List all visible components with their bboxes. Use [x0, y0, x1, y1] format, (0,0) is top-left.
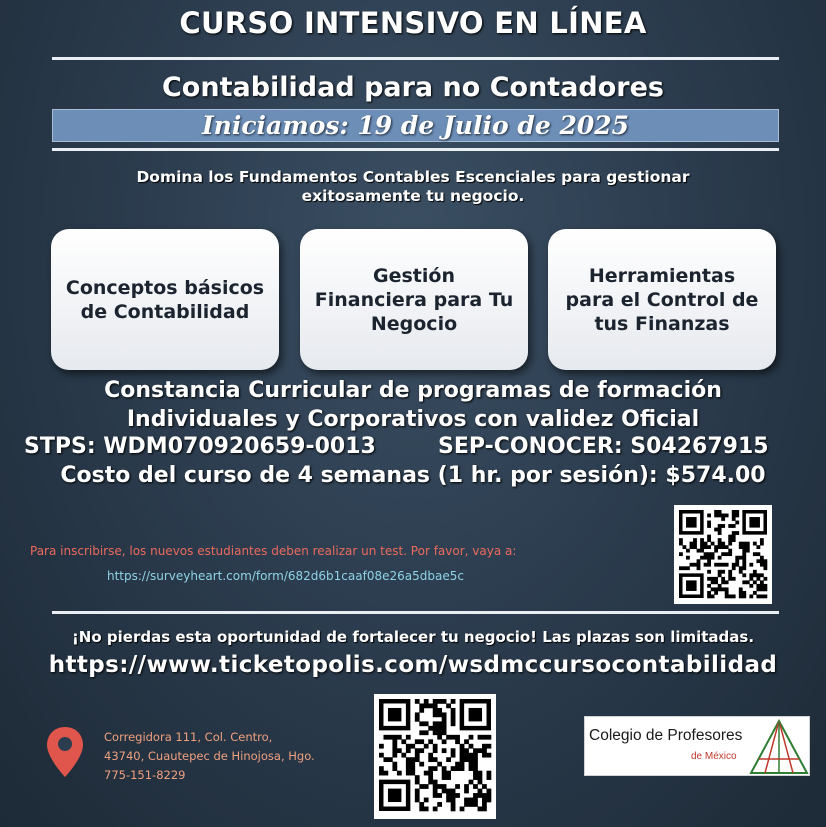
- certification-text: [0, 376, 826, 434]
- location-pin-icon: [44, 725, 86, 779]
- survey-link[interactable]: https://surveyheart.com/form/682d6b1caaf08e26a5dbae5c: [107, 569, 464, 583]
- promo-text: ¡No pierdas esta oportunidad de fortalecer tu negocio! Las plazas son limitadas.: [71, 628, 755, 646]
- certification-line-1: Constancia Curricular de programas de formación: [104, 378, 722, 403]
- topic-card-finance: [300, 229, 528, 370]
- course-cost: Costo del curso de 4 semanas (1 hr. por sesión): $574.00: [60, 463, 766, 488]
- college-logo: [584, 716, 810, 776]
- sep-registration: SEP-CONOCER: S04267915: [438, 434, 769, 459]
- logo-name: Colegio de Profesores: [589, 727, 743, 744]
- topic-card-label: Conceptos básicos de Contabilidad: [65, 276, 265, 323]
- address-line-1: Corregidora 111, Col. Centro,: [104, 730, 273, 744]
- divider-bottom: [52, 611, 779, 614]
- address-line-2: 43740, Cuautepec de Hinojosa, Hgo.: [104, 749, 315, 763]
- topic-card-label: Gestión Financiera para Tu Negocio: [314, 264, 514, 335]
- stps-registration: STPS: WDM070920659-0013: [24, 434, 376, 459]
- qr-code-icon[interactable]: [374, 694, 496, 819]
- start-date-text: Iniciamos: 19 de Julio de 2025: [201, 111, 630, 140]
- divider-top: [52, 57, 779, 60]
- course-title: CURSO INTENSIVO EN LÍNEA: [179, 6, 647, 40]
- logo-triangle-icon: [745, 717, 810, 776]
- course-subtitle: Contabilidad para no Contadores: [161, 72, 665, 103]
- topic-card-basics: [51, 229, 279, 370]
- divider-date: [52, 148, 779, 151]
- qr-code-icon[interactable]: [674, 505, 772, 604]
- address-phone: 775-151-8229: [104, 768, 186, 782]
- topic-card-tools: [548, 229, 776, 370]
- certification-line-2: Individuales y Corporativos con validez Oficial: [126, 407, 700, 432]
- logo-subtitle: de México: [691, 751, 737, 762]
- ticket-link[interactable]: https://www.ticketopolis.com/wsdmccursocontabilidad: [48, 652, 778, 678]
- registration-notice: Para inscribirse, los nuevos estudiantes deben realizar un test. Por favor, vaya a:: [30, 544, 517, 558]
- topic-card-label: Herramientas para el Control de tus Finanzas: [565, 264, 759, 335]
- intro-text: Domina los Fundamentos Contables Escenciales para gestionar exitosamente tu negocio.: [136, 168, 690, 205]
